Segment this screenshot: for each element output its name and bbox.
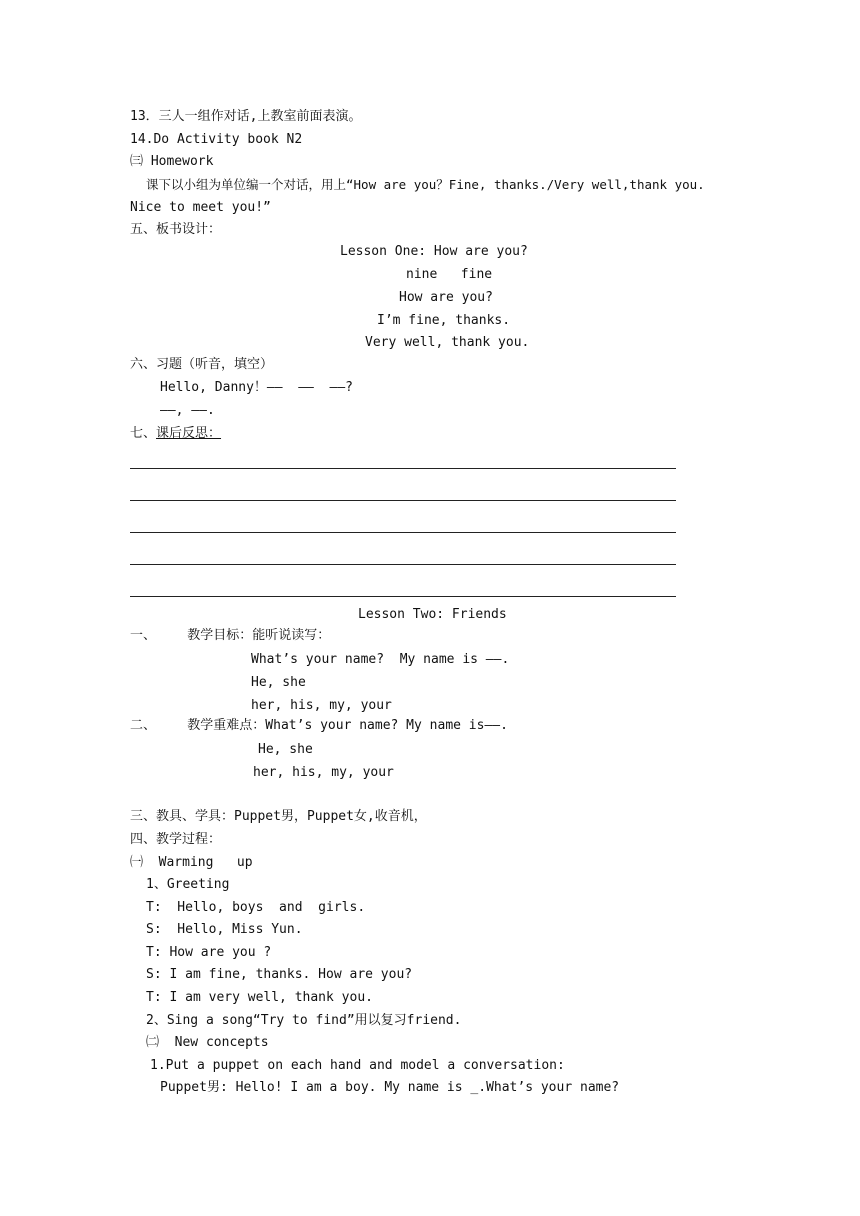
board-line-5: Very well, thank you. bbox=[365, 335, 530, 350]
reflection-heading-prefix: 七、 bbox=[130, 426, 157, 441]
dialogue-line: S: I am fine, thanks. How are you? bbox=[146, 967, 413, 982]
reflection-blank-line bbox=[130, 500, 676, 501]
materials-line: 三、教具、学具：Puppet男，Puppet女,收音机， bbox=[130, 809, 427, 824]
homework-text-2: Nice to meet you!” bbox=[130, 200, 271, 215]
dialogue-line: T: Hello, boys and girls. bbox=[146, 900, 366, 915]
puppet-line: Puppet男: Hello! I am a boy. My name is _.What’s your name? bbox=[160, 1080, 620, 1095]
item-14: 14.Do Activity book N2 bbox=[130, 132, 303, 147]
board-line-2: nine fine bbox=[406, 267, 493, 282]
dialogue-line: T: I am very well, thank you. bbox=[146, 990, 373, 1005]
lesson-two-title: Lesson Two: Friends bbox=[358, 607, 507, 622]
exercise-line-2: ——, ——. bbox=[160, 403, 215, 418]
dialogue-line: S: Hello, Miss Yun. bbox=[146, 922, 303, 937]
new-concepts-heading: ㈡ New concepts bbox=[146, 1035, 269, 1050]
board-line-1: Lesson One: How are you? bbox=[340, 244, 528, 259]
reflection-blank-line bbox=[130, 564, 676, 565]
item-13: 13．三人一组作对话,上教室前面表演。 bbox=[130, 109, 362, 124]
objective-line-3: her, his, my, your bbox=[251, 698, 392, 713]
reflection-heading-label: 课后反思： bbox=[156, 426, 222, 441]
objective-line-2: He, she bbox=[251, 675, 306, 690]
warming-up-heading: ㈠ Warming up bbox=[130, 855, 253, 870]
board-design-heading: 五、板书设计： bbox=[130, 222, 222, 237]
reflection-blank-line bbox=[130, 532, 676, 533]
key-points-line-2: her, his, my, your bbox=[253, 765, 394, 780]
greeting-heading: 1、Greeting bbox=[146, 877, 230, 892]
sing-song-line: 2、Sing a song“Try to find”用以复习friend. bbox=[146, 1013, 462, 1028]
key-points-label: 二、 教学重难点：What’s your name? My name is——. bbox=[130, 718, 508, 733]
board-line-4: I’m fine, thanks. bbox=[377, 313, 511, 328]
step-1-line: 1.Put a puppet on each hand and model a conversation: bbox=[150, 1058, 565, 1073]
process-heading: 四、教学过程： bbox=[130, 832, 222, 847]
objective-label: 一、 教学目标：能听说读写： bbox=[130, 628, 331, 643]
reflection-heading bbox=[130, 425, 221, 443]
exercise-heading: 六、习题（听音，填空） bbox=[130, 357, 274, 372]
homework-text-1: 课下以小组为单位编一个对话，用上“How are you？Fine, thanks./Very well,thank you. bbox=[146, 177, 705, 192]
homework-title: ㈢ Homework bbox=[130, 154, 214, 169]
reflection-blank-line bbox=[130, 468, 676, 469]
dialogue-line: T: How are you ? bbox=[146, 945, 272, 960]
reflection-blank-line bbox=[130, 596, 676, 597]
key-points-line-1: He, she bbox=[258, 742, 313, 757]
board-line-3: How are you? bbox=[399, 290, 493, 305]
objective-line-1: What’s your name? My name is ——. bbox=[251, 652, 510, 667]
exercise-line-1: Hello, Danny！—— —— ——? bbox=[160, 380, 354, 395]
